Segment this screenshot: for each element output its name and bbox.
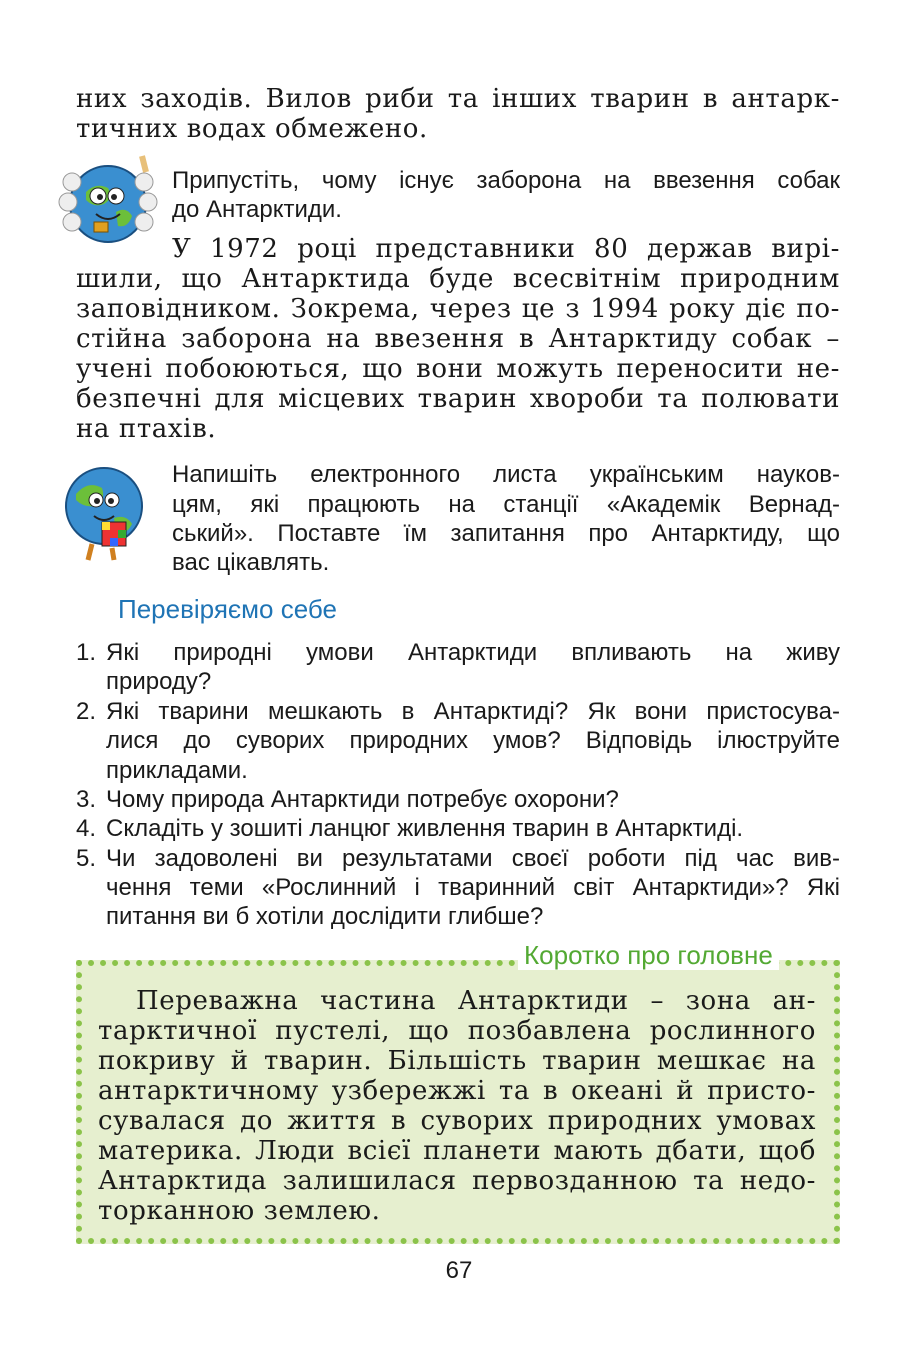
question-number: 1. xyxy=(76,639,97,666)
task2-line-3: ський». Поставте їм запитання про Антарктиду, що xyxy=(172,520,840,547)
summary-line-7: Антарктида залишилася первозданною та недо- xyxy=(98,1166,816,1196)
summary-line-5: сувалася до життя в суворих природних умовах xyxy=(98,1106,816,1136)
question-5-line-1: Чи задоволені ви результатами своєї роботи під час вив- xyxy=(106,845,840,872)
summary-line-4: антарктичному узбережжі та в океані й присто- xyxy=(98,1076,816,1106)
summary-title: Коротко про головне xyxy=(518,940,779,970)
summary-line-3: покриву й тварин. Більшість тварин мешкає на xyxy=(98,1046,816,1076)
question-number: 5. xyxy=(76,845,97,872)
question-2-line-1: Які тварини мешкають в Антарктиді? Як вони пристосува- xyxy=(106,698,840,725)
task1-line-1: Припустіть, чому існує заборона на ввезення собак xyxy=(172,167,840,194)
para1972-line-7: на птахів. xyxy=(76,414,217,444)
question-2-line-2: лися до суворих природних умов? Відповідь ілюструйте xyxy=(106,727,840,754)
question-number: 3. xyxy=(76,786,97,813)
para1972-line-4: стійна заборона на ввезення в Антарктиду собак – xyxy=(76,324,840,354)
question-1-line-1: Які природні умови Антарктиди впливають на живу xyxy=(106,639,840,666)
summary-line-8: торканною землею. xyxy=(98,1196,381,1226)
question-1-line-2: природу? xyxy=(106,668,212,695)
task1-line-2: до Антарктиди. xyxy=(172,196,342,223)
intro-line-2: тичних водах обмежено. xyxy=(76,114,428,144)
para1972-line-5: учені побоюються, що вони можуть переносити не- xyxy=(76,354,840,384)
task2-line-4: вас цікавлять. xyxy=(172,549,330,576)
question-5-line-3: питання ви б хотіли дослідити глибше? xyxy=(106,903,544,930)
para1972-line-1: У 1972 році представники 80 держав вирі- xyxy=(172,234,840,264)
question-number: 2. xyxy=(76,698,97,725)
summary-line-6: материка. Люди всієї планети мають дбати, щоб xyxy=(98,1136,816,1166)
question-number: 4. xyxy=(76,815,97,842)
question-5-line-2: чення теми «Рослинний і тваринний світ Антарктиди»? Які xyxy=(106,874,840,901)
globe-judge-mascot-icon xyxy=(56,152,164,253)
para1972-line-6: безпечні для місцевих тварин хвороби та полювати xyxy=(76,384,840,414)
para1972-line-2: шили, що Антарктида буде всесвітнім природним xyxy=(76,264,840,294)
intro-line-1: них заходів. Вилов риби та інших тварин в антарк- xyxy=(76,84,840,114)
summary-line-1: Переважна частина Антарктиди – зона ан- xyxy=(136,986,816,1016)
task2-line-2: цям, які працюють на станції «Академік Вернад- xyxy=(172,491,840,518)
page-number: 67 xyxy=(445,1257,473,1284)
question-2-line-3: прикладами. xyxy=(106,757,248,784)
summary-line-2: тарктичної пустелі, що позбавлена рослинного xyxy=(98,1016,816,1046)
para1972-line-3: заповідником. Зокрема, через це з 1994 року діє по- xyxy=(76,294,840,324)
question-3-line-1: Чому природа Антарктиди потребує охорони? xyxy=(106,786,619,813)
question-4-line-1: Складіть у зошиті ланцюг живлення тварин в Антарктиді. xyxy=(106,815,744,842)
check-yourself-title: Перевіряємо себе xyxy=(118,594,337,624)
globe-cube-mascot-icon xyxy=(62,464,148,569)
task2-line-1: Напишіть електронного листа українським науков- xyxy=(172,461,840,488)
